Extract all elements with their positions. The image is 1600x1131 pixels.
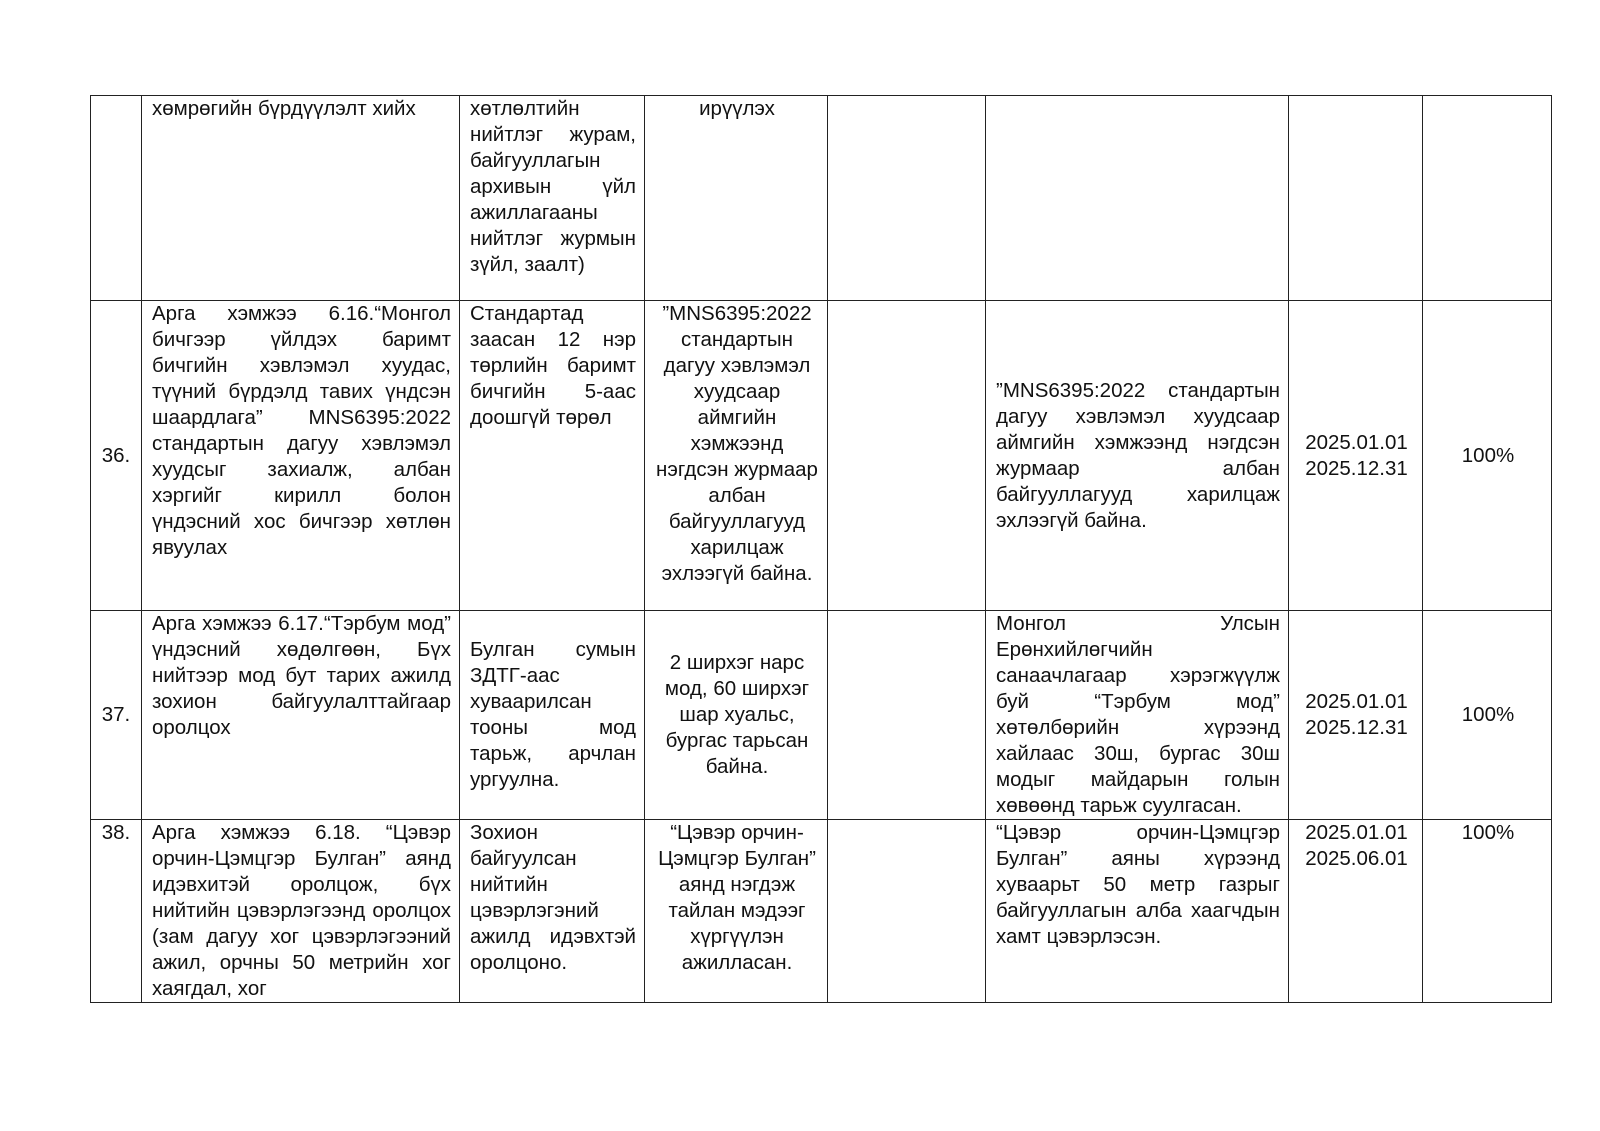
percent-cell: 100% (1423, 301, 1552, 611)
blank-cell (828, 820, 986, 1003)
activity-cell: хөмрөгийн бүрдүүлэлт хийх (142, 96, 460, 301)
status-cell: “Цэвэр орчин-Цэмцгэр Булган” аяны хүрээнд хуваарьт 50 метр газрыг байгууллагын алба хаагчдын хамт цэвэрлэсэн. (986, 820, 1289, 1003)
period-cell: 2025.01.01 2025.06.01 (1289, 820, 1423, 1003)
period-cell (1289, 96, 1423, 301)
percent-cell: 100% (1423, 611, 1552, 820)
table-row (91, 820, 1552, 1003)
activity-cell: Арга хэмжээ 6.16.“Монгол бичгээр үйлдэх баримт бичгийн хэвлэмэл хуудас, түүний бүрдэлд тавих үндсэн шаардлага” MNS6395:2022 стандартын дагуу хэвлэмэл хуудсыг захиалж, албан хэргийг кирилл болон үндэсний хос бичгээр хөтлөн явуулах (142, 301, 460, 611)
row-number: 37. (91, 611, 142, 820)
period-cell: 2025.01.01 2025.12.31 (1289, 611, 1423, 820)
result-cell: ”MNS6395:2022 стандартын дагуу хэвлэмэл хуудсаар аймгийн хэмжээнд нэгдсэн журмаар албан байгууллагууд харилцаж эхлээгүй байна. (645, 301, 828, 611)
basis-cell: Булган сумын ЗДТГ-аас хуваарилсан тооны мод тарьж, арчлан ургуулна. (460, 611, 645, 820)
table-row (91, 301, 1552, 611)
basis-cell: Зохион байгуулсан нийтийн цэвэрлэгэний ажилд идэвхтэй оролцоно. (460, 820, 645, 1003)
activity-cell: Арга хэмжээ 6.17.“Тэрбум мод” үндэсний хөдөлгөөн, Бүх нийтээр мод бут тарих ажилд зохион байгуулалттайгаар оролцох (142, 611, 460, 820)
period-cell: 2025.01.01 2025.12.31 (1289, 301, 1423, 611)
result-cell: ирүүлэх (645, 96, 828, 301)
blank-cell (828, 301, 986, 611)
result-cell: “Цэвэр орчин-Цэмцгэр Булган” аянд нэгдэж тайлан мэдээг хүргүүлэн ажилласан. (645, 820, 828, 1003)
row-number: 36. (91, 301, 142, 611)
basis-cell: хөтлөлтийн нийтлэг журам, байгууллагын архивын үйл ажиллагааны нийтлэг журмын зүйл, заалт) (460, 96, 645, 301)
status-cell: ”MNS6395:2022 стандартын дагуу хэвлэмэл хуудсаар аймгийн хэмжээнд нэгдсэн журмаар албан байгууллагууд харилцаж эхлээгүй байна. (986, 301, 1289, 611)
result-cell: 2 ширхэг нарс мод, 60 ширхэг шар хуальс, бургас тарьсан байна. (645, 611, 828, 820)
table-row (91, 611, 1552, 820)
status-cell (986, 96, 1289, 301)
row-number (91, 96, 142, 301)
blank-cell (828, 96, 986, 301)
blank-cell (828, 611, 986, 820)
status-cell: Монгол Улсын Ерөнхийлөгчийн санаачлагаар хэрэгжүүлж буй “Тэрбум мод” хөтөлбөрийн хүрээнд хайлаас 30ш, бургас 30ш модыг майдарын голын хөвөөнд тарьж суулгасан. (986, 611, 1289, 820)
row-number: 38. (91, 820, 142, 1003)
percent-cell: 100% (1423, 820, 1552, 1003)
percent-cell (1423, 96, 1552, 301)
activity-cell: Арга хэмжээ 6.18. “Цэвэр орчин-Цэмцгэр Булган” аянд идэвхитэй оролцож, бүх нийтийн цэвэрлэгээнд оролцох (зам дагуу хог цэвэрлэгээний ажил, орчны 50 метрийн хог хаягдал, хог (142, 820, 460, 1003)
basis-cell: Стандартад заасан 12 нэр төрлийн баримт бичгийн 5-аас доошгүй төрөл (460, 301, 645, 611)
report-table (90, 95, 1552, 1003)
table-row (91, 96, 1552, 301)
